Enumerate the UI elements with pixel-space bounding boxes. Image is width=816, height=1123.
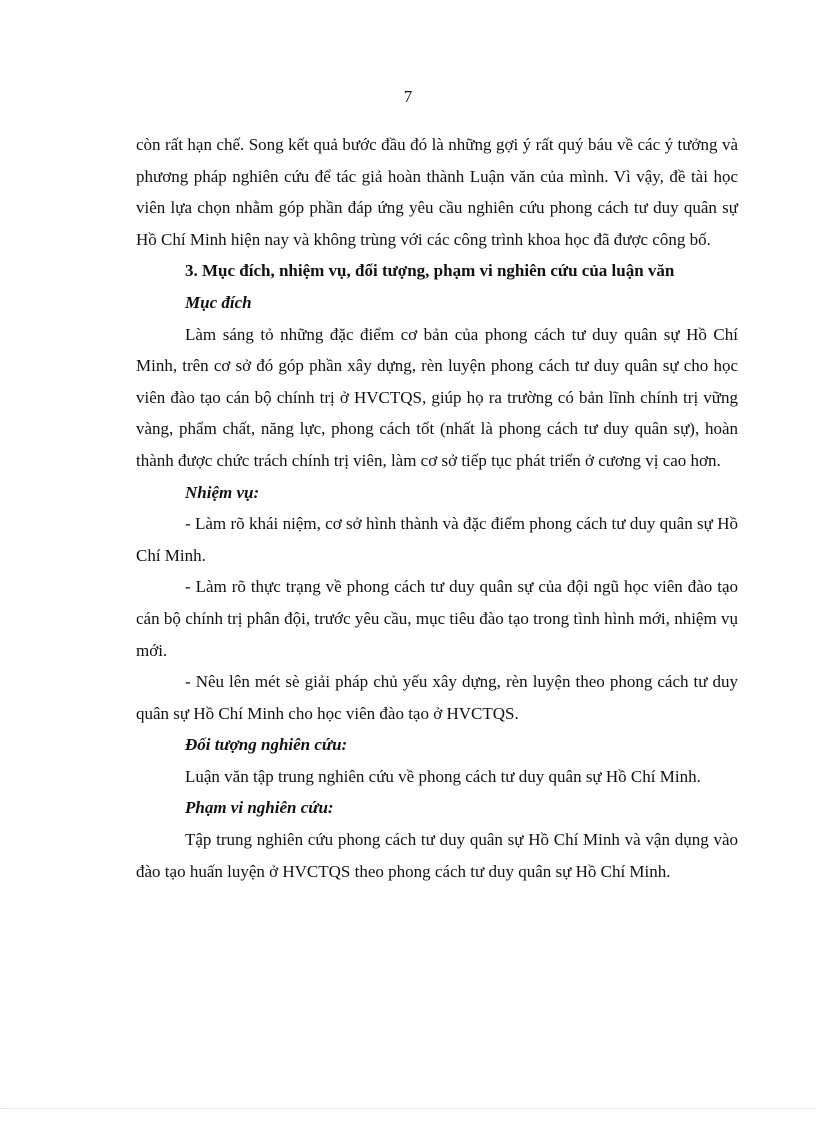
subheading-scope: Phạm vi nghiên cứu: [185,798,334,818]
section-heading: 3. Mục đích, nhiệm vụ, đối tượng, phạm vi nghiên cứu của luận văn [185,261,675,281]
page-bottom-rule [0,1108,816,1109]
subheading-object: Đối tượng nghiên cứu: [185,735,348,755]
paragraph-object: Luận văn tập trung nghiên cứu về phong cách tư duy quân sự Hồ Chí Minh. [185,766,701,786]
paragraph-scope: Tập trung nghiên cứu phong cách tư duy quân sự Hồ Chí Minh và vận dụng vào đào tạo huấn luyện ở HVCTQS theo phong cách tư duy quân sự Hồ Chí Minh. [136,830,738,881]
document-body [136,129,738,887]
list-item-task-1: - Làm rõ khái niệm, cơ sở hình thành và đặc điểm phong cách tư duy quân sự Hồ Chí Minh. [136,514,738,565]
page-number: 7 [403,87,413,106]
subheading-purpose: Mục đích [185,292,252,312]
subheading-tasks: Nhiệm vụ: [185,482,260,502]
list-item-task-2: - Làm rõ thực trạng về phong cách tư duy quân sự của đội ngũ học viên đào tạo cán bộ chính trị phân đội, trước yêu cầu, mục tiêu đào tạo trong tình hình mới, nhiệm vụ mới. [136,577,738,660]
paragraph-purpose: Làm sáng tỏ những đặc điểm cơ bản của phong cách tư duy quân sự Hồ Chí Minh, trên cơ sở đó góp phần xây dựng, rèn luyện phong cách tư duy quân sự cho học viên đào tạo cán bộ chính trị ở HVCTQS, giúp họ ra trường có bản lĩnh chính trị vững vàng, phẩm chất, năng lực, phong cách tốt (nhất là phong cách tư duy quân sự), hoàn thành được chức trách chính trị viên, làm cơ sở tiếp tục phát triển ở cương vị cao hơn. [136,324,738,470]
paragraph-continuation: còn rất hạn chế. Song kết quả bước đầu đó là những gợi ý rất quý báu về các ý tưởng và phương pháp nghiên cứu để tác giả hoàn thành Luận văn của mình. Vì vậy, đề tài học viên lựa chọn nhằm góp phần đáp ứng yêu cầu nghiên cứu phong cách tư duy quân sự Hồ Chí Minh hiện nay và không trùng với các công trình khoa học đã được công bố. [136,135,738,249]
list-item-task-3: - Nêu lên mét sè giải pháp chủ yếu xây dựng, rèn luyện theo phong cách tư duy quân sự Hồ Chí Minh cho học viên đào tạo ở HVCTQS. [136,672,738,723]
